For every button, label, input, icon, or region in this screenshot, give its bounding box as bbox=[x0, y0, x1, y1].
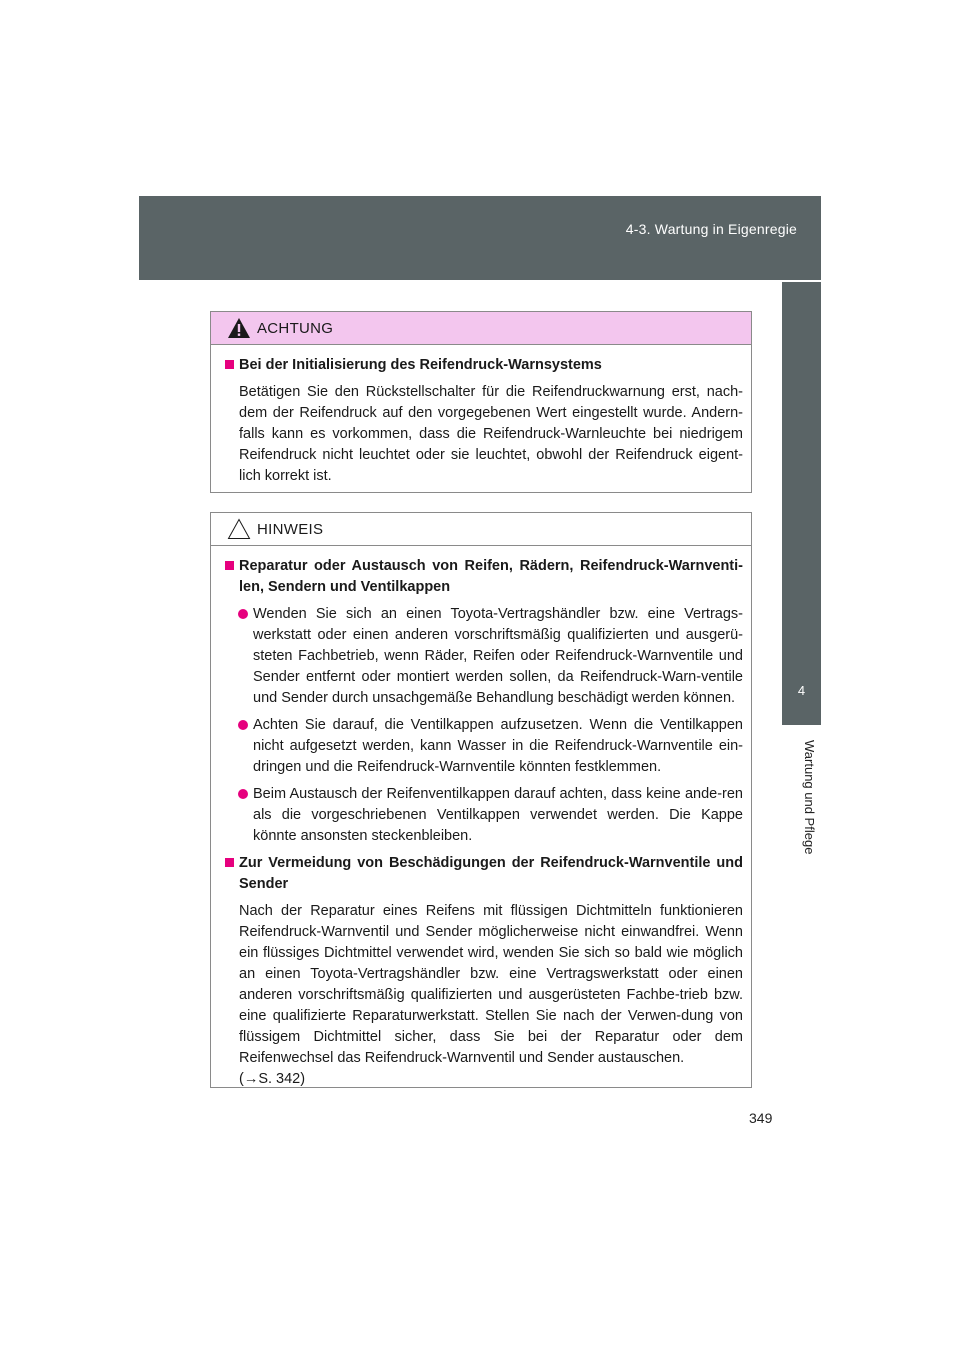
warning-icon bbox=[227, 317, 251, 339]
circle-bullet-icon bbox=[238, 609, 248, 619]
list-item-text: Achten Sie darauf, die Ventilkappen aufzusetzen. Wenn die Ventilkappen nicht aufgesetzt werden, kann Wasser in die Reifendruck-Warnventile ein-dringen und die Reifendruck-Warnventile könnten festklemmen. bbox=[253, 717, 743, 775]
note-heading-2-text: Zur Vermeidung von Beschädigungen der Reifendruck-Warnventile und Sender bbox=[239, 855, 743, 892]
note-heading-2 bbox=[225, 853, 743, 895]
chapter-number: 4 bbox=[782, 657, 821, 725]
note-header bbox=[211, 513, 751, 546]
page-reference: (→S. 342) bbox=[239, 1071, 306, 1087]
warning-title: ACHTUNG bbox=[257, 319, 334, 337]
warning-heading-text: Bei der Initialisierung des Reifendruck-Warnsystems bbox=[239, 357, 602, 373]
square-bullet-icon bbox=[225, 561, 234, 570]
caution-outline-icon bbox=[227, 518, 251, 540]
list-item bbox=[225, 715, 743, 778]
square-bullet-icon bbox=[225, 858, 234, 867]
page-number: 349 bbox=[749, 1110, 773, 1126]
list-item-text: Beim Austausch der Reifenventilkappen darauf achten, dass keine ande-ren als die vorgeschriebenen Ventilkappen verwendet werden. Die Kappe könnte ansonsten steckenbleiben. bbox=[253, 786, 743, 844]
warning-header bbox=[211, 312, 751, 345]
list-item bbox=[225, 784, 743, 847]
list-item bbox=[225, 604, 743, 709]
warning-box bbox=[210, 311, 752, 493]
section-title: 4-3. Wartung in Eigenregie bbox=[625, 221, 797, 237]
header-bar bbox=[139, 196, 821, 280]
note-title: HINWEIS bbox=[257, 520, 324, 538]
list-item-text: Wenden Sie sich an einen Toyota-Vertragshändler bzw. eine Vertrags-werkstatt oder einen anderen vorschriftsmäßig qualifizierten und ausgerü-steten Fachbetrieb, wenn Räder, Reifen oder Reifendruck-Warnventile und Sender entfernt oder montiert werden sollen, da Reifendruck-Warn-ventile und Sender durch unsachgemäße Behandlung beschädigt werden können. bbox=[253, 606, 743, 706]
square-bullet-icon bbox=[225, 360, 234, 369]
note-heading-1-text: Reparatur oder Austausch von Reifen, Rädern, Reifendruck-Warnventi-len, Sendern und Ventilkappen bbox=[239, 558, 743, 595]
chapter-title: Wartung und Pflege bbox=[802, 740, 817, 855]
circle-bullet-icon bbox=[238, 720, 248, 730]
note-body bbox=[211, 546, 751, 1102]
side-tab bbox=[782, 282, 821, 657]
note-text-2: Nach der Reparatur eines Reifens mit flüssigen Dichtmitteln funktionieren Reifendruck-Warnventil und Sender möglicherweise nicht einwandfrei. Wenn ein flüssiges Dichtmittel verwendet wird, wenden Sie sich so bald wie möglich an einen Toyota-Vertragshändler bzw. eine Vertragswerkstatt oder einen anderen vorschriftsmäßig qualifizierten und ausgerüsteten Fachbe-trieb bzw. eine qualifizierte Reparaturwerkstatt. Stellen Sie nach der Verwen-dung von flüssigem Dichtmittel sicher, dass Sie bei der Reparatur oder dem Reifenwechsel das Reifendruck-Warnventil und Sender austauschen. bbox=[239, 903, 743, 1066]
warning-heading bbox=[225, 355, 743, 376]
circle-bullet-icon bbox=[238, 789, 248, 799]
warning-text: Betätigen Sie den Rückstellschalter für die Reifendruckwarnung erst, nach-dem der Reifendruck auf den vorgegebenen Wert eingestellt wurde. Andern-falls kann es vorkommen, dass die Reifendruck-Warnleuchte bei niedrigem Reifendruck nicht leuchtet oder sie leuchtet, obwohl der Reifendruck eigent-lich korrekt ist. bbox=[239, 384, 743, 484]
warning-body bbox=[211, 345, 751, 499]
note-heading-1 bbox=[225, 556, 743, 598]
note-box bbox=[210, 512, 752, 1088]
